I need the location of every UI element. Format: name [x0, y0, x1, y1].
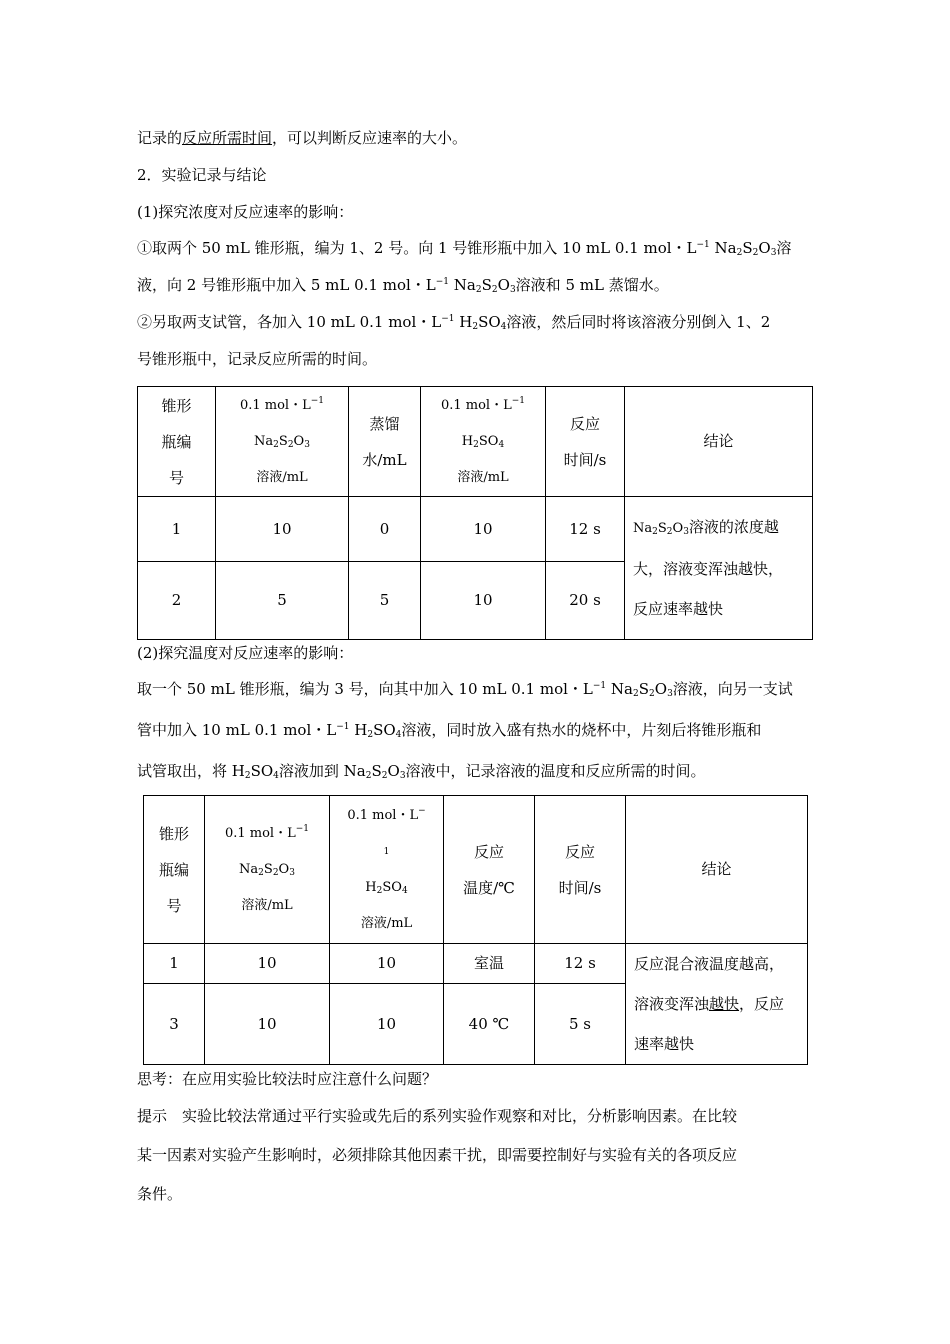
header-conclusion: 结论 — [626, 796, 808, 944]
cell-no: 1 — [144, 944, 205, 984]
header-time: 反应 时间/s — [535, 796, 626, 944]
text: 记录的 — [137, 129, 183, 147]
step-2-line-1: ②另取两支试管，各加入 10 mL 0.1 mol・$L^{-1}$ $H_2SO_4$溶液，然后同时将该溶液分别倒入 1、2 — [137, 313, 771, 332]
cell-no: 3 — [144, 984, 205, 1065]
subsection-heading-concentration: (1)探究浓度对反应速率的影响： — [137, 203, 354, 221]
header-na2s2o3: 0.1 mol・$L^{-1}$ $Na_2S_2O_3$ 溶液/mL — [216, 387, 349, 497]
cell-conclusion: $Na_2S_2O_3$溶液的浓度越 大，溶液变浑浊越快， 反应速率越快 — [625, 497, 813, 640]
cell-h: 10 — [421, 562, 546, 640]
cell-na: 5 — [216, 562, 349, 640]
temp-step-line-2: 管中加入 10 mL 0.1 mol・$L^{-1}$ $H_2SO_4$溶液，同时放入盛有热水的烧杯中，片刻后将锥形瓶和 — [137, 721, 762, 740]
tip-line-3: 条件。 — [137, 1185, 183, 1203]
table-row — [138, 497, 813, 562]
step-2-line-2: 号锥形瓶中，记录反应所需的时间。 — [137, 350, 378, 368]
header-h2so4: 0.1 mol・$L^{-1}$ $H_2SO_4$ 溶液/mL — [421, 387, 546, 497]
cell-water: 5 — [349, 562, 421, 640]
subsection-heading-temperature: (2)探究温度对反应速率的影响： — [137, 644, 354, 662]
header-water: 蒸馏 水/mL — [349, 387, 421, 497]
tip-line-2: 某一因素对实验产生影响时，必须排除其他因素干扰，即需要控制好与实验有关的各项反应 — [137, 1146, 738, 1164]
underlined-blank: 反应所需时间 — [182, 129, 273, 147]
header-h2so4: 0.1 mol・L− 1 $H_2SO_4$ 溶液/mL — [330, 796, 444, 944]
cell-time: 12 s — [546, 497, 625, 562]
question: 思考：在应用实验比较法时应注意什么问题？ — [137, 1070, 438, 1088]
cell-time: 5 s — [535, 984, 626, 1065]
table-header-row — [138, 387, 813, 497]
cell-h: 10 — [421, 497, 546, 562]
cell-h: 10 — [330, 944, 444, 984]
header-flask-no: 锥形 瓶编 号 — [144, 796, 205, 944]
cell-time: 12 s — [535, 944, 626, 984]
text: ，可以判断反应速率的大小。 — [272, 129, 468, 147]
cell-time: 20 s — [546, 562, 625, 640]
header-temperature: 反应 温度/℃ — [444, 796, 535, 944]
step-1-line-2: 液，向 2 号锥形瓶中加入 5 mL 0.1 mol・$L^{-1}$ $Na_2S_2O_3$溶液和 5 mL 蒸馏水。 — [137, 276, 669, 295]
cell-no: 2 — [138, 562, 216, 640]
header-na2s2o3: 0.1 mol・$L^{-1}$ $Na_2S_2O_3$ 溶液/mL — [205, 796, 330, 944]
header-conclusion: 结论 — [625, 387, 813, 497]
cell-h: 10 — [330, 984, 444, 1065]
section-heading: 2．实验记录与结论 — [137, 166, 267, 184]
header-time: 反应 时间/s — [546, 387, 625, 497]
cell-no: 1 — [138, 497, 216, 562]
cell-water: 0 — [349, 497, 421, 562]
temp-step-line-1: 取一个 50 mL 锥形瓶，编为 3 号，向其中加入 10 mL 0.1 mol・$L^{-1}$ $Na_2S_2O_3$溶液，向另一支试 — [137, 680, 793, 699]
cell-na: 10 — [205, 944, 330, 984]
tip-line-1: 提示 实验比较法常通过平行实验或先后的系列实验作观察和对比，分析影响因素。在比较 — [137, 1107, 738, 1125]
cell-temp: 室温 — [444, 944, 535, 984]
concentration-table — [137, 386, 813, 640]
cell-na: 10 — [216, 497, 349, 562]
header-flask-no: 锥形 瓶编 号 — [138, 387, 216, 497]
cell-temp: 40 ℃ — [444, 984, 535, 1065]
table-header-row — [144, 796, 808, 944]
step-1-line-1: ①取两个 50 mL 锥形瓶，编为 1、2 号。向 1 号锥形瓶中加入 10 mL 0.1 mol・$L^{-1}$ $Na_2S_2O_3$溶 — [137, 239, 792, 258]
temperature-table — [143, 795, 808, 1065]
temp-step-line-3: 试管取出，将 $H_2SO_4$溶液加到 $Na_2S_2O_3$溶液中，记录溶液的温度和反应所需的时间。 — [137, 762, 706, 781]
cell-na: 10 — [205, 984, 330, 1065]
paragraph-reaction-time — [137, 128, 467, 148]
cell-conclusion: 反应混合液温度越高， 溶液变浑浊越快，反应 速率越快 — [626, 944, 808, 1065]
table-row — [144, 944, 808, 984]
